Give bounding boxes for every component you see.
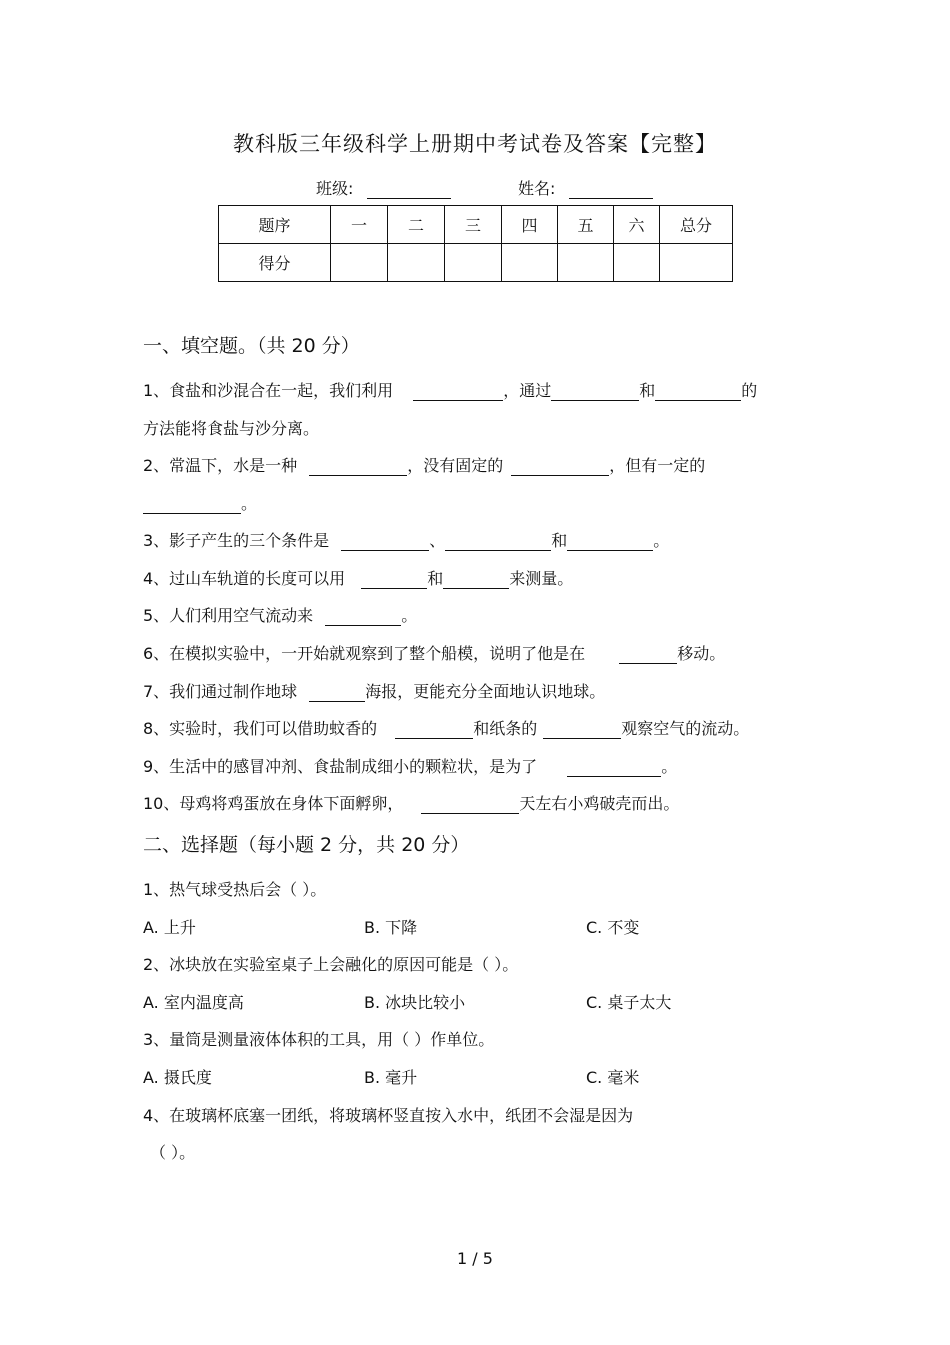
question-text: 6、在模拟实验中，一开始就观察到了整个船模，说明了他是在 (143, 644, 586, 663)
class-blank[interactable] (367, 180, 451, 199)
name-label: 姓名: (518, 179, 556, 198)
question-10 (143, 791, 679, 814)
mc-option-a[interactable]: A. 摄氏度 (143, 1068, 212, 1087)
table-cell: 六 (614, 206, 660, 244)
question-4 (143, 566, 573, 589)
question-text: 移动。 (677, 644, 726, 663)
score-cell[interactable] (331, 244, 388, 282)
question-1 (143, 378, 757, 401)
answer-blank[interactable] (511, 457, 609, 476)
page-number: 1 / 5 (457, 1249, 493, 1268)
answer-blank[interactable] (309, 683, 365, 702)
mc-option-a[interactable]: A. 上升 (143, 918, 196, 937)
question-1-line2: 方法能将食盐与沙分离。 (143, 419, 320, 438)
question-5 (143, 603, 417, 626)
answer-blank[interactable] (361, 570, 427, 589)
class-label: 班级: (316, 179, 354, 198)
table-cell: 五 (558, 206, 614, 244)
question-text: 观察空气的流动。 (621, 719, 750, 738)
question-text: 1、食盐和沙混合在一起，我们利用 (143, 381, 394, 400)
answer-blank[interactable] (143, 495, 241, 514)
name-field (518, 176, 653, 199)
question-2 (143, 453, 705, 476)
question-text: 和纸条的 (473, 719, 538, 738)
question-text: 天左右小鸡破壳而出。 (519, 794, 680, 813)
question-text: 、 (429, 531, 446, 550)
mc-question-3: 3、量筒是测量液体体积的工具，用（ ）作单位。 (143, 1030, 495, 1049)
class-field (316, 176, 451, 199)
score-cell[interactable] (558, 244, 614, 282)
question-text: ，但有一定的 (609, 456, 706, 475)
table-row (219, 206, 733, 244)
question-text: 的 (741, 381, 758, 400)
table-cell: 三 (445, 206, 502, 244)
question-text: 5、人们利用空气流动来 (143, 606, 314, 625)
question-text: 和 (427, 569, 444, 588)
question-text: 。 (241, 494, 258, 513)
table-cell: 一 (331, 206, 388, 244)
mc-question-4: 4、在玻璃杯底塞一团纸，将玻璃杯竖直按入水中，纸团不会湿是因为 (143, 1106, 634, 1125)
question-8 (143, 716, 749, 739)
question-text: 3、影子产生的三个条件是 (143, 531, 330, 550)
score-table (218, 205, 733, 282)
mc-question-1: 1、热气球受热后会（ ）。 (143, 880, 327, 899)
answer-blank[interactable] (421, 795, 519, 814)
answer-blank[interactable] (309, 457, 407, 476)
answer-blank[interactable] (395, 720, 473, 739)
question-text: 10、母鸡将鸡蛋放在身体下面孵卵， (143, 794, 404, 813)
answer-blank[interactable] (341, 532, 429, 551)
mc-question-2: 2、冰块放在实验室桌子上会融化的原因可能是（ ）。 (143, 955, 519, 974)
mc-option-b[interactable]: B. 下降 (364, 918, 418, 937)
question-text: 8、实验时，我们可以借助蚊香的 (143, 719, 378, 738)
name-blank[interactable] (569, 180, 653, 199)
answer-blank[interactable] (655, 382, 741, 401)
question-text: 。 (661, 757, 678, 776)
table-cell: 四 (502, 206, 558, 244)
mc-option-c[interactable]: C. 不变 (586, 918, 640, 937)
mc-option-a[interactable]: A. 室内温度高 (143, 993, 244, 1012)
question-2-line2 (143, 491, 257, 514)
answer-blank[interactable] (325, 607, 401, 626)
answer-blank[interactable] (443, 570, 509, 589)
table-cell: 二 (388, 206, 445, 244)
mc-option-b[interactable]: B. 冰块比较小 (364, 993, 466, 1012)
question-text: 2、常温下，水是一种 (143, 456, 298, 475)
question-text: 来测量。 (509, 569, 574, 588)
question-text: 和 (551, 531, 568, 550)
answer-blank[interactable] (543, 720, 621, 739)
table-row (219, 244, 733, 282)
score-cell[interactable] (445, 244, 502, 282)
table-cell: 总分 (660, 206, 733, 244)
mc-question-4-line2: （ ）。 (150, 1143, 196, 1162)
question-text: 4、过山车轨道的长度可以用 (143, 569, 346, 588)
question-text: 9、生活中的感冒冲剂、食盐制成细小的颗粒状，是为了 (143, 757, 538, 776)
question-9 (143, 754, 677, 777)
mc-option-b[interactable]: B. 毫升 (364, 1068, 418, 1087)
question-text: 海报，更能充分全面地认识地球。 (365, 682, 606, 701)
question-text: 。 (653, 531, 670, 550)
answer-blank[interactable] (551, 382, 639, 401)
question-text: ，没有固定的 (407, 456, 504, 475)
answer-blank[interactable] (619, 645, 677, 664)
answer-blank[interactable] (413, 382, 503, 401)
score-cell[interactable] (614, 244, 660, 282)
section1-heading: 一、填空题。（共 20 分） (143, 335, 360, 357)
answer-blank[interactable] (445, 532, 551, 551)
score-cell[interactable] (502, 244, 558, 282)
table-cell: 得分 (219, 244, 331, 282)
answer-blank[interactable] (567, 532, 653, 551)
question-7 (143, 679, 605, 702)
question-text: ，通过 (503, 381, 552, 400)
score-cell[interactable] (388, 244, 445, 282)
mc-option-c[interactable]: C. 桌子太大 (586, 993, 672, 1012)
score-cell[interactable] (660, 244, 733, 282)
table-cell: 题序 (219, 206, 331, 244)
question-6 (143, 641, 725, 664)
question-text: 7、我们通过制作地球 (143, 682, 298, 701)
answer-blank[interactable] (567, 758, 661, 777)
page-title: 教科版三年级科学上册期中考试卷及答案【完整】 (233, 132, 717, 156)
question-text: 。 (401, 606, 418, 625)
question-3 (143, 528, 669, 551)
mc-option-c[interactable]: C. 毫米 (586, 1068, 640, 1087)
section2-heading: 二、选择题（每小题 2 分，共 20 分） (143, 834, 470, 856)
question-text: 和 (639, 381, 656, 400)
